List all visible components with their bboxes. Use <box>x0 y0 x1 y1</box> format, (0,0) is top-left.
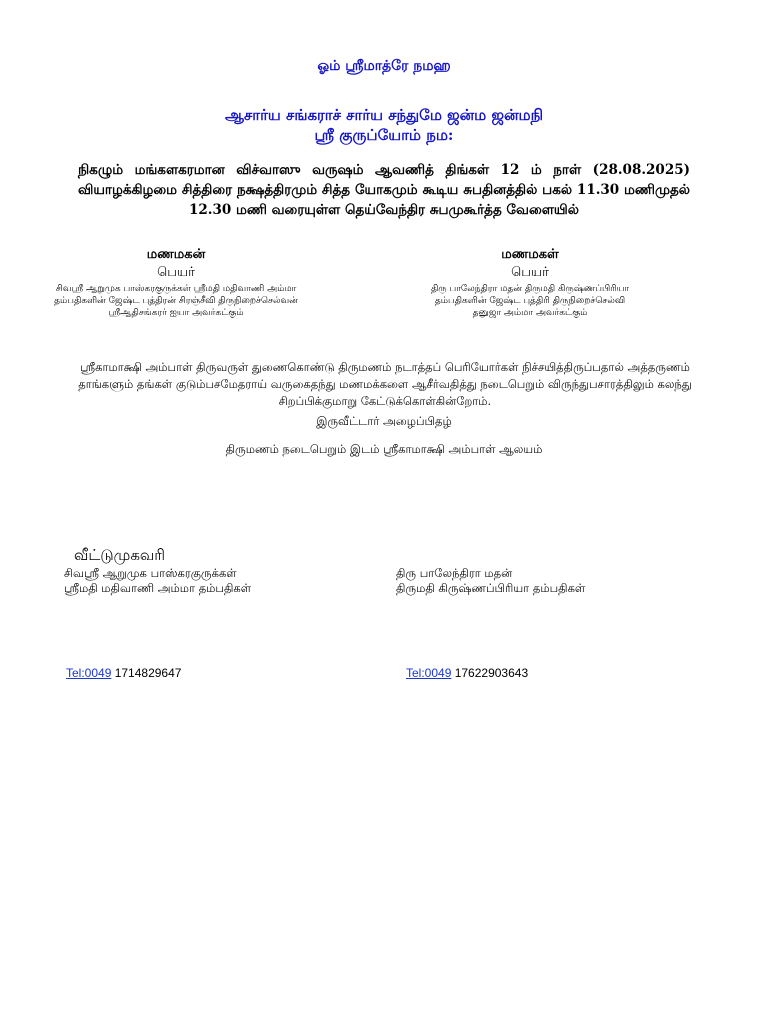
address-right-line-2: திருமதி கிருஷ்ணப்பிரியா தம்பதிகள் <box>396 581 586 595</box>
tel-link-left[interactable]: Tel:0049 <box>66 666 112 680</box>
blessing-line: ஆசார்ய சங்கராச் சார்ய சந்துமே ஜன்ம ஜன்மநி <box>224 106 544 124</box>
address-left-line-2: ஸ்ரீமதி மதிவாணி அம்மா தம்பதிகள் <box>64 581 252 595</box>
groom-description-2: தம்பதிகளின் ஜேஷ்ட புத்திரன் சிரஞ்சீவி திருநிறைச்செல்வன் <box>54 296 298 306</box>
bride-description-3: தனுஜா அம்மா அவர்கட்கும் <box>472 308 588 318</box>
tel-number-right: 17622903643 <box>451 666 529 680</box>
tel-number-left: 1714829647 <box>111 666 182 680</box>
bride-block <box>380 247 680 319</box>
bride-description-1: திரு பாலேந்திரா மதன் திருமதி கிருஷ்ணப்பிரியா <box>430 284 630 294</box>
guru-line: ஸ்ரீ குருப்யோம் நம: <box>314 126 454 144</box>
groom-role: மணமகன் <box>146 247 206 262</box>
contact-right <box>406 666 528 680</box>
address-right <box>396 566 585 596</box>
bride-description-2: தம்பதிகளின் ஜேஷ்ட புத்திரி திருநிறைச்செல்வி <box>434 296 626 306</box>
address-right-line-1: திரு பாலேந்திரா மதன் <box>396 566 513 580</box>
groom-description-3: ஸ்ரீஆதிசங்கரர் ஐயா அவர்கட்கும் <box>108 308 244 318</box>
address-left <box>64 566 251 596</box>
groom-description-1: சிவஸ்ரீ ஆறுமுக பாஸ்கரகுருக்கள் ஸ்ரீமதி மதிவாணி அம்மா <box>55 284 297 294</box>
main-paragraph: நிகழும் மங்களகரமான விச்வாஸு வருஷம் ஆவணித் திங்கள் 12 ம் நாள் (28.08.2025) வியாழக்கிழமை சித்திரை நக்ஷத்திரமும் சித்த யோகமும் கூடிய சுபதினத்தில் பகல் 11.30 மணிமுதல் 12.30 மணி வரையுள்ள தெய்வேந்திர சுபமுகூர்த்த வேளையில் <box>78 162 690 218</box>
address-left-line-1: சிவஸ்ரீ ஆறுமுக பாஸ்கரகுருக்கள் <box>64 566 237 580</box>
groom-name-label: பெயர் <box>157 265 195 280</box>
groom-block <box>26 247 326 319</box>
bride-role: மணமகள் <box>501 247 559 262</box>
contact-left <box>66 666 181 680</box>
tel-link-right[interactable]: Tel:0049 <box>406 666 452 680</box>
venue-line: திருமணம் நடைபெறும் இடம் ஸ்ரீகாமாக்ஷி அம்பாள் ஆலயம் <box>225 442 543 456</box>
invocation-line: ஓம் ஸ்ரீமாத்ரே நமஹ <box>317 58 451 74</box>
blessing-paragraph: ஸ்ரீகாமாக்ஷி அம்பாள் திருவருள் துணைகொண்டு திருமணம் நடாத்தப் பெரியோர்கள் நிச்சயித்திருப்பதால் அத்தருணம் தாங்களும் தங்கள் குடும்பசமேதராய் வருகைதந்து மணமக்களை ஆசீர்வதித்து நடைபெறும் விருந்துபசாரத்திலும் கலந்து சிறப்பிக்குமாறு கேட்டுக்கொள்கின்றோம். <box>78 360 692 408</box>
bride-name-label: பெயர் <box>511 265 549 280</box>
address-title: வீட்டுமுகவரி <box>74 546 166 564</box>
hosts-line: இருவீட்டார் அழைப்பிதழ் <box>316 414 452 428</box>
